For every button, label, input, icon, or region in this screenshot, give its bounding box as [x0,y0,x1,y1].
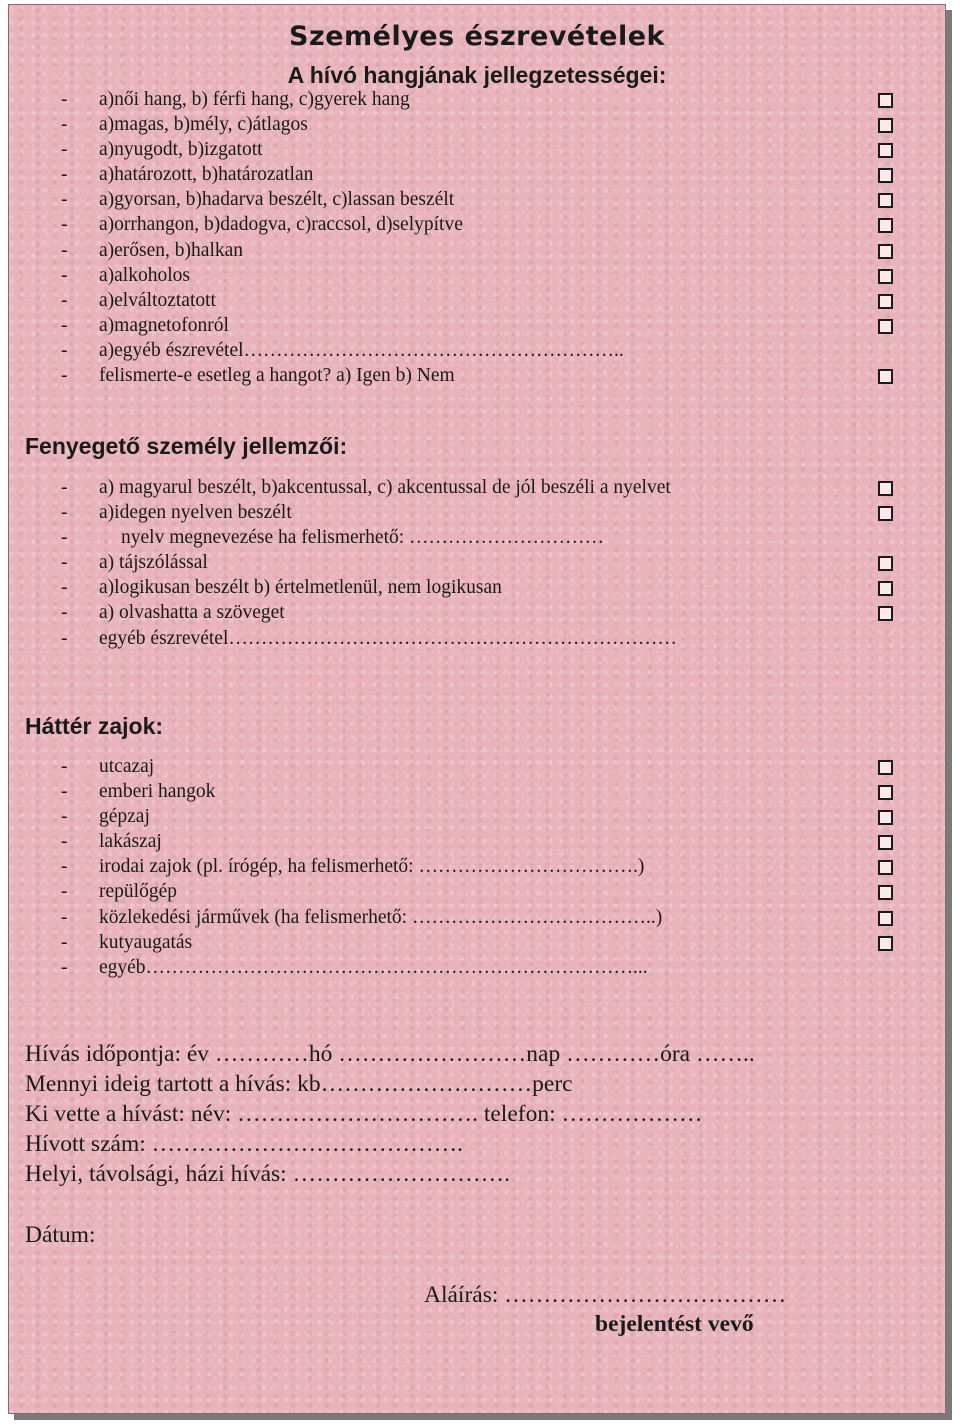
item-label: közlekedési járművek (ha felismerhető: ………………………………..) [99,906,663,928]
checkbox[interactable] [878,760,893,775]
checkbox[interactable] [878,911,893,926]
call-time-field[interactable]: Hívás időpontja: év …………hó ……………………nap …………óra …….. [25,1041,755,1067]
item-label: a) magyarul beszélt, b)akcentussal, c) akcentussal de jól beszéli a nyelvet [99,477,671,498]
voice-section-title: A hívó hangjának jellegzetességei: [287,62,667,88]
list-item [9,930,945,955]
checkbox[interactable] [878,581,893,596]
list-item [9,804,945,829]
item-label: a)elváltoztatott [99,289,216,311]
page-title: Személyes észrevételek [289,21,665,52]
item-label: felismerte-e esetleg a hangot? a) Igen b) Nem [99,365,455,387]
item-label: a)magnetofonról [99,314,229,336]
checkbox[interactable] [878,506,893,521]
called-number-field[interactable]: Hívott szám: …………………………………. [25,1131,463,1157]
bullet-dash: - [61,906,68,928]
bullet-dash: - [61,602,68,624]
bullet-dash: - [61,189,68,211]
threatening-person-heading: Fenyegető személy jellemzői: [25,433,348,459]
list-item [9,854,945,879]
item-label: a) olvashatta a szöveget [99,602,285,624]
checkbox[interactable] [878,936,893,951]
checkbox[interactable] [878,244,893,259]
item-label: a)nyugodt, b)izgatott [99,139,263,161]
bullet-dash: - [61,89,68,110]
item-label: a)gyorsan, b)hadarva beszélt, c)lassan beszélt [99,189,455,211]
item-label: lakászaj [99,831,162,853]
bullet-dash: - [61,831,68,853]
item-label: gépzaj [99,806,150,828]
list-item [9,905,945,930]
item-label: a)magas, b)mély, c)átlagos [99,114,308,136]
bullet-dash: - [61,781,68,803]
voice-characteristics-list [9,87,945,388]
list-item [9,879,945,904]
bullet-dash: - [61,756,68,777]
checkbox[interactable] [878,294,893,309]
item-label: a)határozott, b)határozatlan [99,164,314,186]
receiver-name-phone-field[interactable]: Ki vette a hívást: név: …………………………. telefon: ……………… [25,1101,703,1127]
list-item [9,187,945,212]
bullet-dash: - [61,881,68,903]
item-label: egyéb…………………………………………………………………... [99,956,648,978]
checkbox[interactable] [878,369,893,384]
checkbox[interactable] [878,269,893,284]
bullet-dash: - [61,289,68,311]
bullet-dash: - [61,365,68,387]
bullet-dash: - [61,214,68,236]
bullet-dash: - [61,956,68,978]
checkbox[interactable] [878,93,893,108]
item-label: nyelv megnevezése ha felismerhető: ………………………… [121,527,605,549]
item-label: repülőgép [99,881,177,903]
item-label: a)orrhangon, b)dadogva, c)raccsol, d)selypítve [99,214,463,236]
bullet-dash: - [61,139,68,161]
checkbox[interactable] [878,835,893,850]
checkbox[interactable] [878,481,893,496]
bullet-dash: - [61,477,68,498]
item-label: a) tájszólással [99,552,208,574]
list-item [9,600,945,625]
list-item [9,338,945,363]
bullet-dash: - [61,856,68,878]
bullet-dash: - [61,164,68,186]
list-item [9,137,945,162]
item-label: a)női hang, b) férfi hang, c)gyerek hang [99,89,410,110]
item-label: utcazaj [99,756,155,777]
bullet-dash: - [61,577,68,599]
list-item [9,263,945,288]
item-label: a)idegen nyelven beszélt [99,502,292,524]
list-item [9,525,945,550]
checkbox[interactable] [878,810,893,825]
list-item [9,829,945,854]
list-item [9,112,945,137]
signature-role: bejelentést vevő [595,1311,754,1337]
list-item [9,500,945,525]
item-label: a)logikusan beszélt b) értelmetlenül, nem logikusan [99,577,502,599]
checkbox[interactable] [878,143,893,158]
background-noise-list [9,754,945,980]
call-duration-field[interactable]: Mennyi ideig tartott a hívás: kb………………………perc [25,1071,573,1097]
bullet-dash: - [61,314,68,336]
list-item [9,550,945,575]
list-item [9,288,945,313]
checkbox[interactable] [878,218,893,233]
list-item [9,238,945,263]
list-item [9,162,945,187]
checkbox[interactable] [878,885,893,900]
list-item [9,313,945,338]
signature-field[interactable]: Aláírás: ……………………………… [424,1282,787,1308]
date-field[interactable]: Dátum: [25,1222,96,1248]
checkbox[interactable] [878,606,893,621]
list-item [9,363,945,388]
checkbox[interactable] [878,168,893,183]
checkbox[interactable] [878,319,893,334]
checkbox[interactable] [878,556,893,571]
bullet-dash: - [61,931,68,953]
checkbox[interactable] [878,118,893,133]
bullet-dash: - [61,239,68,261]
call-type-field[interactable]: Helyi, távolsági, házi hívás: ………………………. [25,1161,510,1187]
bullet-dash: - [61,527,68,549]
form-sheet [8,4,946,1414]
list-item [9,955,945,980]
bullet-dash: - [61,264,68,286]
item-label: egyéb észrevétel…………………………………………………………… [99,627,677,649]
list-item [9,87,945,112]
list-item [9,754,945,779]
list-item [9,212,945,237]
item-label: irodai zajok (pl. írógép, ha felismerhető: …………………………….) [99,856,645,878]
item-label: a)erősen, b)halkan [99,239,244,261]
item-label: a)alkoholos [99,264,190,286]
bullet-dash: - [61,502,68,524]
threatening-person-list [9,475,945,651]
bullet-dash: - [61,552,68,574]
background-noise-heading: Háttér zajok: [25,713,164,739]
bullet-dash: - [61,806,68,828]
checkbox[interactable] [878,860,893,875]
item-label: emberi hangok [99,781,216,803]
checkbox[interactable] [878,785,893,800]
checkbox[interactable] [878,193,893,208]
list-item [9,475,945,500]
item-label: kutyaugatás [99,931,193,953]
item-label: a)egyéb észrevétel………………………………………………….. [99,339,624,361]
list-item [9,575,945,600]
bullet-dash: - [61,114,68,136]
list-item [9,626,945,651]
bullet-dash: - [61,627,68,649]
bullet-dash: - [61,339,68,361]
list-item [9,779,945,804]
